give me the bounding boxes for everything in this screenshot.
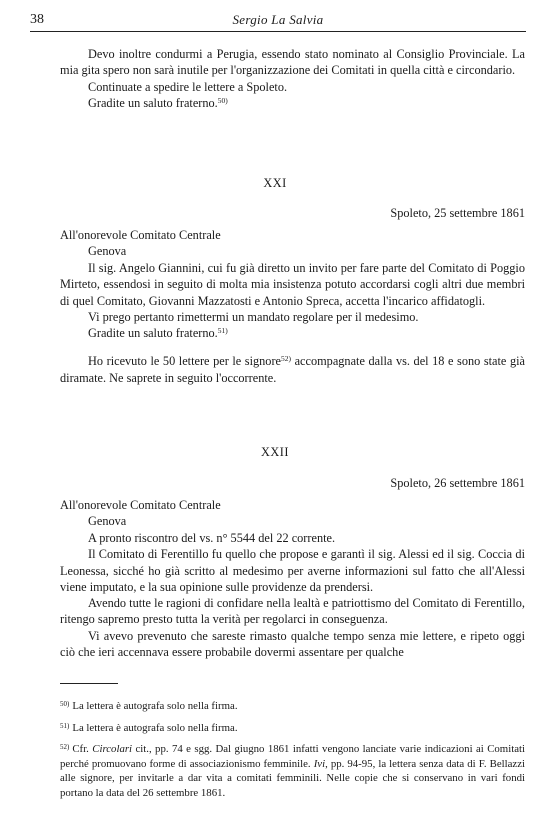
- letter-number-heading: XXII: [261, 445, 289, 459]
- letter-number-heading: XXI: [263, 176, 287, 190]
- paragraph: Devo inoltre condurmi a Perugia, essendo stato nominato al Consiglio Provinciale. La mia gita spero non sarà inutile per l'organizzazione dei Comitati in quella città e circondario.: [60, 47, 525, 78]
- letter-continuation: [60, 46, 525, 111]
- footnote: [60, 697, 525, 714]
- footnote: [60, 740, 525, 800]
- closing-line: [60, 95, 525, 111]
- closing-text: Gradite un saluto fraterno.: [88, 95, 218, 110]
- footnote-mark: 50): [60, 700, 70, 708]
- letter-body: [60, 260, 525, 386]
- footnote-mark: 51): [60, 721, 70, 730]
- paragraph: Il sig. Angelo Giannini, cui fu già diretto un invito per fare parte del Comitato di Poggio Mirteto, essendosi in seguito di molta mia insistenza potuto accordarsi cogli altri due membri di quel Comitato, Giovanni Mazzatosti e Antonio Spreca, accetta l'incarico affidatogli.: [60, 261, 525, 308]
- footnote-text: Cfr.: [72, 743, 93, 755]
- footnote-text: La lettera è autografa solo nella firma.: [72, 700, 238, 712]
- footnote-ref: 52): [281, 354, 292, 364]
- paragraph: Continuate a spedire le lettere a Spoleto.: [88, 79, 288, 94]
- footnote-mark: 52): [60, 743, 70, 751]
- letter-date: Spoleto, 26 settembre 1861: [390, 476, 525, 490]
- page-number: 38: [30, 12, 44, 27]
- footnote-ibid: Ivi: [313, 757, 326, 770]
- postscript-text: accompagnate dalla vs. del 18 e sono state già diramate. Ne saprete in seguito l'occorrente.: [60, 354, 525, 385]
- closing-line: [60, 325, 525, 341]
- page-header: [30, 9, 526, 32]
- addressee-name: All'onorevole Comitato Centrale: [60, 498, 221, 512]
- footnote-title: Circolari: [92, 743, 133, 755]
- addressee-name: All'onorevole Comitato Centrale: [60, 228, 221, 242]
- paragraph: Vi prego pertanto rimettermi un mandato regolare per il medesimo.: [88, 309, 419, 324]
- footnote-ref: 50): [217, 95, 228, 105]
- postscript-text: Ho ricevuto le 50 lettere per le signore: [88, 354, 282, 369]
- postscript: [60, 353, 525, 386]
- addressee: [60, 227, 221, 260]
- footnote-text: , pp. 94-95, la lettera senza data di F. Bellazzi alle signore, per invitarle a dar vita a comitati femminili. Nelle copie che si conservano in vari fondi portano la data del 26 settembre 1861.: [60, 757, 525, 799]
- addressee: [60, 497, 221, 530]
- paragraph: Il Comitato di Ferentillo fu quello che propose e garantì il sig. Alessi ed il sig. Coccia di Leonessa, sicché ho già scritto al medesimo per averne informazioni sul fatto che all'Alessi viene imputato, e la sua opinione sulle providenze da prendersi.: [60, 547, 525, 594]
- closing-text: Gradite un saluto fraterno.: [88, 326, 218, 341]
- paragraph: Avendo tutte le ragioni di confidare nella lealtà e patriottismo del Comitato di Ferentillo, ritengo sapremo presto tutta la verità per regolarci in conseguenza.: [60, 596, 525, 627]
- running-title: Sergio La Salvia: [232, 12, 324, 27]
- footnote-text: La lettera è autografa solo nella firma.: [72, 721, 238, 734]
- paragraph: Vi avevo prevenuto che sareste rimasto qualche tempo senza mie lettere, e ripeto oggi ciò che ieri accennava essere probabile dovermi assentare per qualche: [60, 628, 525, 660]
- addressee-city: Genova: [88, 514, 127, 529]
- letter-body: [60, 530, 525, 660]
- paragraph: A pronto riscontro del vs. n° 5544 del 22 corrente.: [88, 531, 336, 545]
- footnotes: [60, 697, 525, 805]
- footnote-separator: [60, 683, 118, 684]
- footnote: [60, 719, 525, 736]
- letter-date: Spoleto, 25 settembre 1861: [390, 206, 525, 220]
- footnote-ref: 51): [217, 326, 228, 336]
- addressee-city: Genova: [88, 244, 127, 259]
- footnote-text: cit., pp. 74 e sgg. Dal giugno 1861 infatti vengono lanciate varie indicazioni ai Comitati perché promuovano forme di associazionismo femminile.: [60, 743, 525, 770]
